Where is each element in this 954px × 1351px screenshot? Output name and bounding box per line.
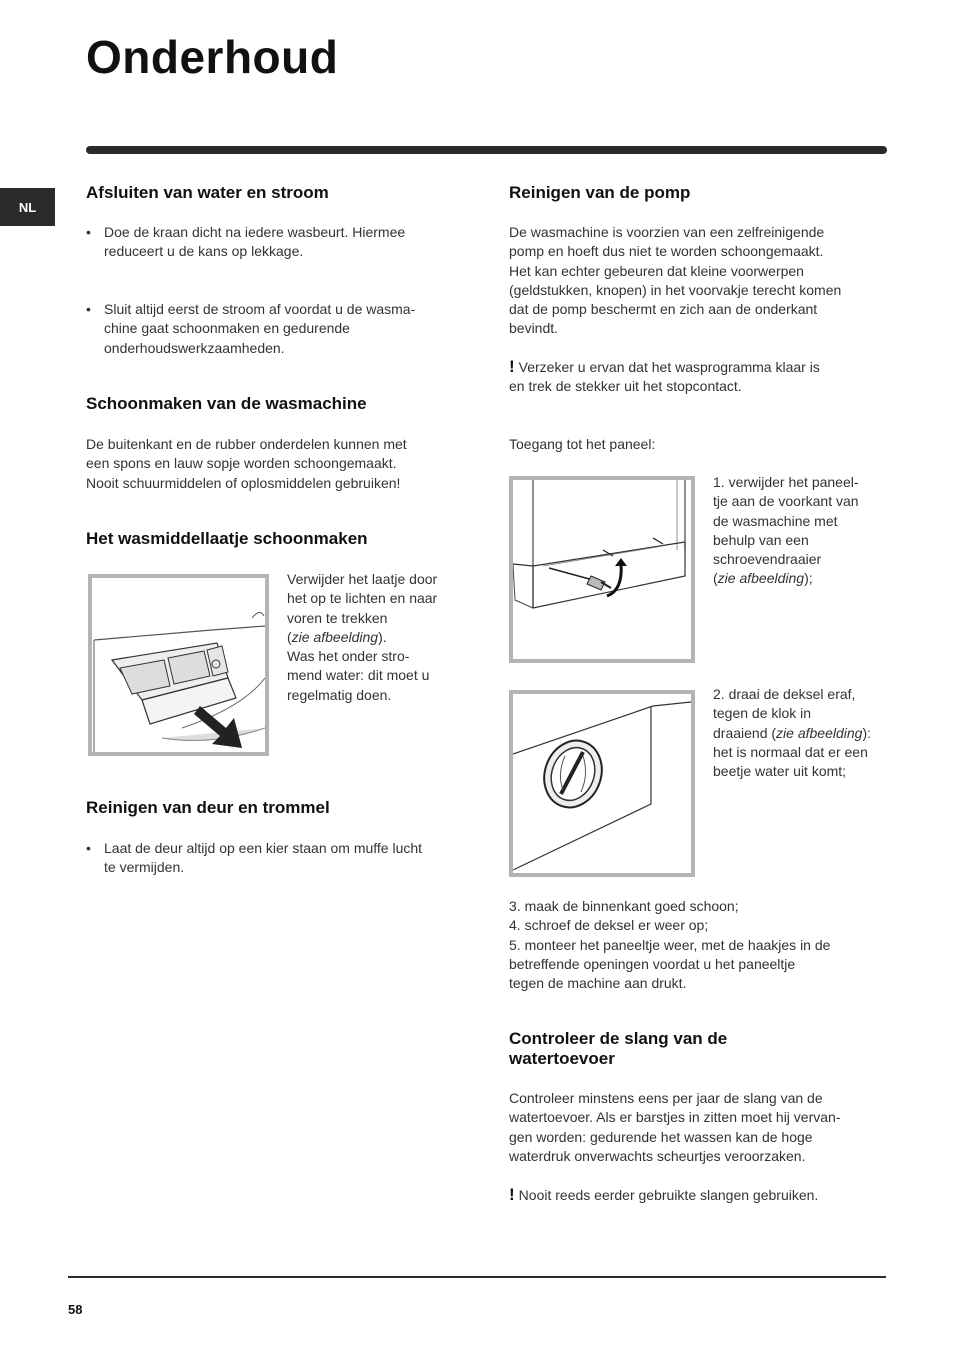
page-title: Onderhoud <box>86 31 339 83</box>
drawer-illustration <box>92 578 265 752</box>
text-line: tegen de machine aan drukt. <box>509 975 687 992</box>
heading-line: Controleer de slang van de <box>509 1029 728 1048</box>
text-line: 4. schroef de deksel er weer op; <box>509 917 709 934</box>
section-heading-water-stroom: Afsluiten van water en stroom <box>86 183 329 202</box>
bullet-item-stroom <box>86 300 466 360</box>
text-line: regelmatig doen. <box>287 686 392 703</box>
italic-ref: zie afbeelding <box>776 724 863 741</box>
paragraph-laatje <box>287 570 467 705</box>
italic-ref: zie afbeelding <box>717 570 805 587</box>
text-line: (geldstukken, knopen) in het voorvakje terecht komen <box>509 281 842 298</box>
page-number: 58 <box>68 1302 83 1317</box>
text-line: en trek de stekker uit het stopcontact. <box>509 378 742 395</box>
text-line: gen worden: gedurende het wassen kan de hoge <box>509 1128 813 1145</box>
text-line: reduceert u de kans op lekkage. <box>104 243 304 260</box>
text-line: Nooit schuurmiddelen of oplosmiddelen gebruiken! <box>86 474 401 491</box>
section-heading-deur-trommel: Reinigen van deur en trommel <box>86 798 330 817</box>
steps-3-5 <box>509 897 889 993</box>
text-line: behulp van een <box>713 531 809 548</box>
text-line: schroevendraaier <box>713 551 822 568</box>
text-line: het is normaal dat er een <box>713 743 868 760</box>
text-line: te vermijden. <box>104 859 185 876</box>
text-line: een spons en lauw sopje worden schoongemaakt. <box>86 455 397 472</box>
warning-icon: ! <box>509 1185 515 1204</box>
figure-drawer <box>88 574 269 756</box>
text-line: Doe de kraan dicht na iedere wasbeurt. Hiermee <box>104 224 406 240</box>
text-line: Was het onder stro- <box>287 648 410 665</box>
text-line: tegen de klok in <box>713 705 812 722</box>
bullet-dot: • <box>86 224 91 240</box>
paragraph-wasmachine <box>86 435 466 493</box>
text-line: ! Nooit reeds eerder gebruikte slangen gebruiken. <box>509 1185 819 1204</box>
text-line: Sluit altijd eerst de stroom af voordat u de wasma- <box>104 301 416 317</box>
text-line: chine gaat schoonmaken en gedurende <box>104 320 350 337</box>
step1-text <box>713 473 893 589</box>
text-line: (zie afbeelding); <box>713 570 813 587</box>
text-line: bevindt. <box>509 320 559 337</box>
text-line: mend water: dit moet u <box>287 667 430 684</box>
text-line: de wasmachine met <box>713 512 838 529</box>
figure-pump-cover <box>509 690 695 877</box>
header-rule <box>86 146 887 154</box>
text-line: ! Verzeker u ervan dat het wasprogramma klaar is <box>509 357 820 376</box>
text-line: Het kan echter gebeuren dat kleine voorwerpen <box>509 262 804 279</box>
text-line: Controleer minstens eens per jaar de slang van de <box>509 1090 823 1106</box>
bullet-item-kraan <box>86 223 466 263</box>
text-line: (zie afbeelding). <box>287 628 387 645</box>
warning-icon: ! <box>509 357 515 376</box>
paragraph-pomp <box>509 223 889 339</box>
text-line: De wasmachine is voorzien van een zelfreinigende <box>509 224 825 240</box>
text-line: Laat de deur altijd op een kier staan om muffe lucht <box>104 840 423 856</box>
bullet-dot: • <box>86 301 91 317</box>
section-heading-wasmachine: Schoonmaken van de wasmachine <box>86 394 367 413</box>
text-line: beetje water uit komt; <box>713 763 847 780</box>
text-line: 3. maak de binnenkant goed schoon; <box>509 898 739 914</box>
text-line: Verwijder het laatje door <box>287 571 438 587</box>
section-heading-pomp: Reinigen van de pomp <box>509 183 691 202</box>
text-line: 2. draai de deksel eraf, <box>713 686 856 702</box>
bullet-item-deur <box>86 839 466 879</box>
text-line: onderhoudswerkzaamheden. <box>104 339 285 356</box>
text-line: draaiend (zie afbeelding): <box>713 724 872 741</box>
bullet-dot: • <box>86 840 91 856</box>
warning-slang <box>509 1185 889 1205</box>
text-line: het op te lichten en naar <box>287 590 438 607</box>
language-tab: NL <box>0 188 55 226</box>
text-line: 1. verwijder het paneel- <box>713 474 859 490</box>
italic-ref: zie afbeelding <box>291 628 379 645</box>
pump-cover-illustration <box>513 694 691 873</box>
text-line: voren te trekken <box>287 609 388 626</box>
text-line: De buitenkant en de rubber onderdelen kunnen met <box>86 436 407 452</box>
text-line: tje aan de voorkant van <box>713 493 859 510</box>
text-line: betreffende openingen voordat u het paneeltje <box>509 955 796 972</box>
text-line: pomp en hoeft dus niet te worden schoongemaakt. <box>509 243 824 260</box>
figure-panel-removal <box>509 476 695 663</box>
step2-text <box>713 685 893 781</box>
section-heading-slang <box>509 1029 727 1069</box>
text-line: dat de pomp beschermt en zich aan de onderkant <box>509 301 818 318</box>
text-line: watertoevoer. Als er barstjes in zitten moet hij vervan- <box>509 1109 841 1126</box>
text-line: 5. monteer het paneeltje weer, met de haakjes in de <box>509 936 831 953</box>
text-line: waterdruk onverwachts scheurtjes veroorzaken. <box>509 1147 806 1164</box>
heading-line: watertoevoer <box>509 1049 615 1068</box>
access-label: Toegang tot het paneel: <box>509 436 656 452</box>
section-heading-wasmiddellaatje: Het wasmiddellaatje schoonmaken <box>86 529 368 548</box>
footer-rule <box>68 1276 886 1278</box>
paragraph-slang <box>509 1089 889 1166</box>
warning-pomp <box>509 357 889 397</box>
panel-illustration <box>513 480 691 659</box>
